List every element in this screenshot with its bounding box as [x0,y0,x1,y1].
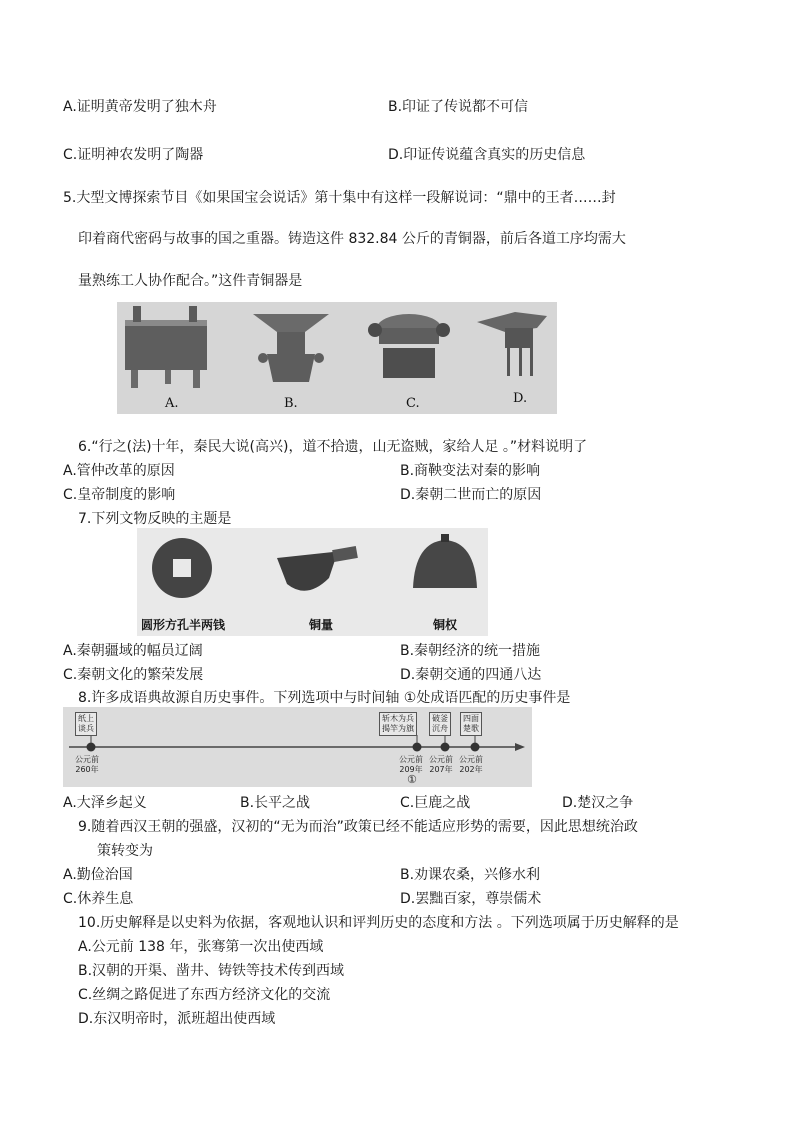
vessel-c-gui [368,314,450,378]
q4-option-b: B.印证了传说都不可信 [388,99,529,115]
date-260bc: 公元前 260年 [75,755,99,774]
event-zhanmu-weibing: 斩木为兵 揭竿为旗 [379,712,417,736]
q4-option-c: C.证明神农发明了陶器 [63,147,204,163]
q7-option-a: A.秦朝疆域的幅员辽阔 [63,643,203,659]
coin-caption: 圆形方孔半两钱 [141,618,226,632]
q5-stem-line1: 5.大型文博探索节目《如果国宝会说话》第十集中有这样一段解说词：“鼎中的王者……封 [63,190,616,206]
q10-stem: 10.历史解释是以史料为依据，客观地认识和评判历史的态度和方法 。下列选项属于历史解释的是 [78,915,679,931]
q7-option-d: D.秦朝交通的四通八达 [400,667,542,683]
vessel-b-label: B. [284,396,298,411]
vessel-b-zun [253,314,329,382]
q4-option-a: A.证明黄帝发明了独木舟 [63,99,217,115]
vessel-c-label: C. [406,396,420,411]
q9-option-c: C.休养生息 [63,891,134,907]
bronze-weight [413,534,477,588]
q7-stem: 7.下列文物反映的主题是 [78,511,232,527]
event-zhishang-tanbing: 纸上 谈兵 [75,712,97,736]
q5-stem-line3: 量熟练工人协作配合。”这件青铜器是 [78,273,303,289]
bronze-vessels-photo [117,302,557,414]
q6-option-a: A.管仲改革的原因 [63,463,175,479]
date-202bc: 公元前 202年 [459,755,483,774]
q7-option-c: C.秦朝文化的繁荣发展 [63,667,204,683]
q10-option-a: A.公元前 138 年，张骞第一次出使西域 [78,939,324,955]
q6-option-d: D.秦朝二世而亡的原因 [400,487,542,503]
date-209bc: 公元前 209年 [399,755,423,774]
vessel-a-label: A. [165,396,179,411]
q6-option-c: C.皇帝制度的影响 [63,487,176,503]
q9-stem-line1: 9.随着西汉王朝的强盛，汉初的“无为而治”政策已经不能适应形势的需要，因此思想统治政 [78,819,638,835]
q10-option-b: B.汉朝的开渠、凿井、铸铁等技术传到西域 [78,963,345,979]
timeline-marker-1: ① [407,773,417,786]
q8-option-a: A.大泽乡起义 [63,795,147,811]
q4-option-d: D.印证传说蕴含真实的历史信息 [388,147,586,163]
q8-option-d: D.楚汉之争 [562,795,634,811]
vessel-d-label: D. [513,391,528,406]
q9-option-b: B.劝课农桑，兴修水利 [400,867,541,883]
q5-stem-line2: 印着商代密码与故事的国之重器。铸造这件 832.84 公斤的青铜器，前后各道工序均需大 [78,231,626,247]
banliang-coin [152,538,212,598]
q8-stem: 8.许多成语典故源自历史事件。下列选项中与时间轴 ①处成语匹配的历史事件是 [78,690,571,706]
q6-option-b: B.商鞅变法对秦的影响 [400,463,541,479]
qin-artifacts-photo [137,528,488,636]
event-pofu-chenzhou: 破釜 沉舟 [429,712,451,736]
date-207bc: 公元前 207年 [429,755,453,774]
q10-option-c: C.丝绸之路促进了东西方经济文化的交流 [78,987,331,1003]
bronze-measure [277,546,358,591]
timeline-figure [63,707,532,787]
event-simian-chuge: 四面 楚歌 [460,712,482,736]
q8-option-b: B.长平之战 [240,795,311,811]
q6-stem: 6.“行之(法)十年，秦民大说(高兴)，道不拾遗，山无盗贼，家给人足 。”材料说明了 [78,439,588,455]
q10-option-d: D.东汉明帝时，派班超出使西域 [78,1011,276,1027]
bronze-vessels-illustration [117,302,557,414]
q9-stem-line2: 策转变为 [97,843,153,859]
q8-option-c: C.巨鹿之战 [400,795,471,811]
measure-caption: 铜量 [309,618,334,632]
q9-option-a: A.勤俭治国 [63,867,133,883]
vessel-a-square-ding [125,306,207,388]
q7-option-b: B.秦朝经济的统一措施 [400,643,541,659]
q9-option-d: D.罢黜百家，尊崇儒术 [400,891,542,907]
weight-caption: 铜权 [433,618,458,632]
vessel-d-jue [477,312,547,376]
